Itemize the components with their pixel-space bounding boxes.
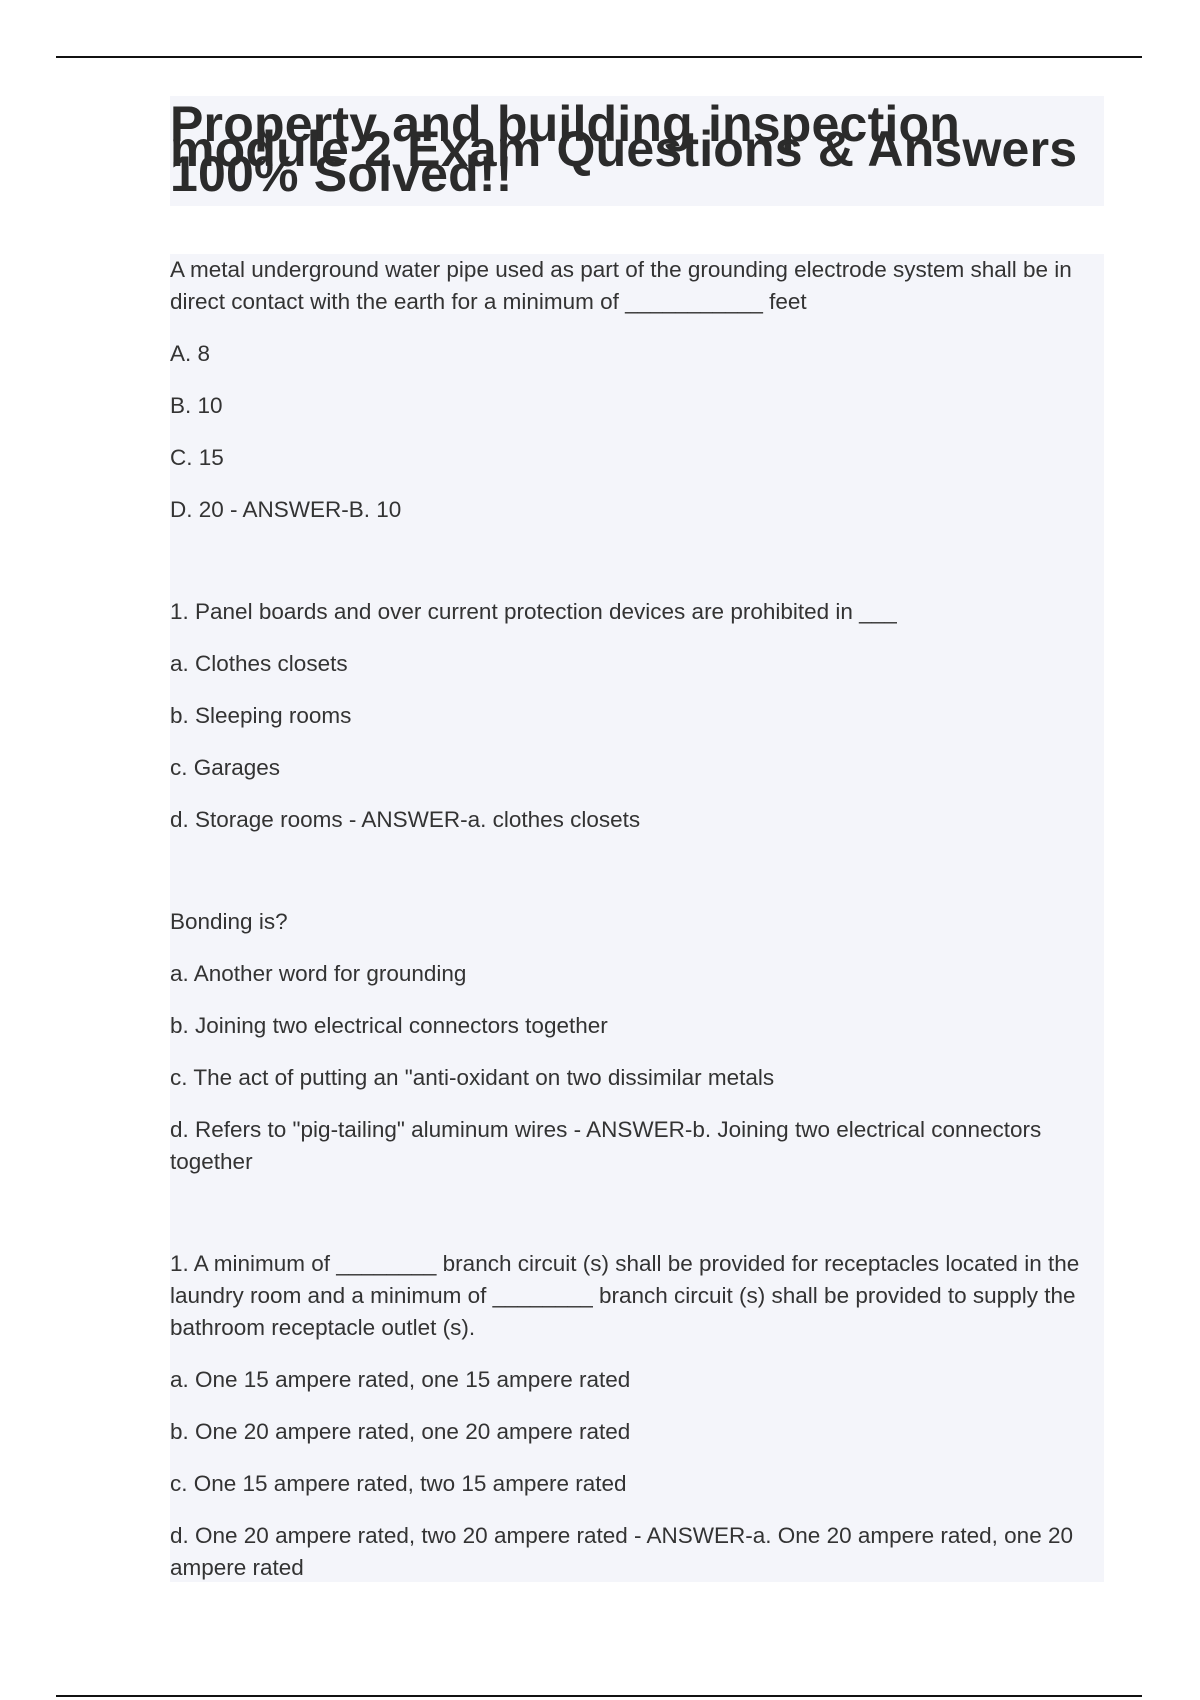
answer-option: c. Garages bbox=[170, 755, 281, 780]
answer-option-with-key: d. Refers to "pig-tailing" aluminum wires - ANSWER-b. Joining two electrical connectors together bbox=[170, 1117, 1042, 1174]
answer-option: C. 15 bbox=[170, 445, 224, 470]
page-top-rule bbox=[56, 56, 1142, 58]
question-text: 1. Panel boards and over current protection devices are prohibited in ___ bbox=[170, 599, 897, 624]
question-block-3 bbox=[170, 906, 1104, 1178]
page-bottom-rule bbox=[56, 1695, 1142, 1697]
answer-option: b. One 20 ampere rated, one 20 ampere rated bbox=[170, 1419, 631, 1444]
answer-option: a. Another word for grounding bbox=[170, 961, 467, 986]
question-spacer bbox=[170, 836, 1104, 906]
answer-option-with-key: D. 20 - ANSWER-B. 10 bbox=[170, 497, 402, 522]
title-block bbox=[170, 96, 1104, 206]
answer-option-with-key: d. Storage rooms - ANSWER-a. clothes closets bbox=[170, 807, 641, 832]
answer-option-with-key: d. One 20 ampere rated, two 20 ampere rated - ANSWER-a. One 20 ampere rated, one 20 ampere rated bbox=[170, 1523, 1073, 1580]
answer-option: A. 8 bbox=[170, 341, 211, 366]
question-block-1 bbox=[170, 254, 1104, 526]
answer-option: c. The act of putting an "anti-oxidant on two dissimilar metals bbox=[170, 1065, 775, 1090]
question-text: 1. A minimum of ________ branch circuit (s) shall be provided for receptacles located in the laundry room and a minimum of ________ branch circuit (s) shall be provided to supply the bathroom receptacle outlet (s). bbox=[170, 1251, 1080, 1340]
document-title: Property and building inspection module 2 Exam Questions & Answers 100% Solved!! bbox=[170, 96, 1078, 202]
question-block-2 bbox=[170, 596, 1104, 836]
answer-option: b. Joining two electrical connectors together bbox=[170, 1013, 608, 1038]
qa-content bbox=[170, 254, 1104, 1582]
answer-option: b. Sleeping rooms bbox=[170, 703, 352, 728]
answer-option: a. One 15 ampere rated, one 15 ampere rated bbox=[170, 1367, 631, 1392]
question-spacer bbox=[170, 526, 1104, 596]
answer-option: a. Clothes closets bbox=[170, 651, 348, 676]
question-text: Bonding is? bbox=[170, 909, 288, 934]
answer-option: c. One 15 ampere rated, two 15 ampere rated bbox=[170, 1471, 627, 1496]
answer-option: B. 10 bbox=[170, 393, 223, 418]
question-text: A metal underground water pipe used as part of the grounding electrode system shall be in direct contact with the earth for a minimum of ___________ feet bbox=[170, 257, 1072, 314]
question-spacer bbox=[170, 1178, 1104, 1248]
question-block-4 bbox=[170, 1248, 1104, 1584]
